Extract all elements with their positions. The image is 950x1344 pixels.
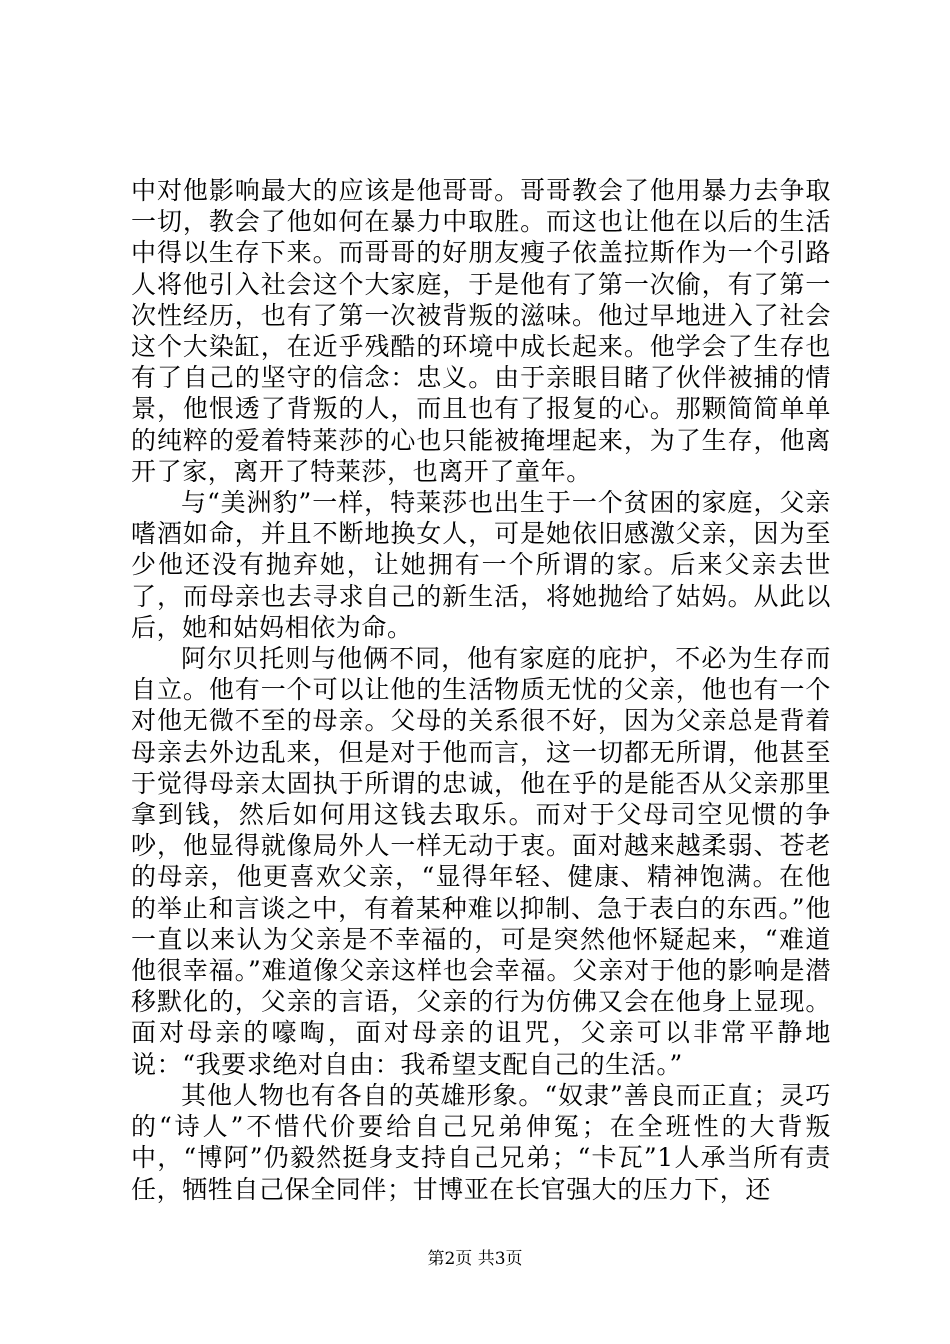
paragraph-teresa: 与“美洲豹”一样，特莱莎也出生于一个贫困的家庭，父亲嗜酒如命，并且不断地换女人，可是她依旧感激父亲，因为至少他还没有抛弃她，让她拥有一个所谓的家。后来父亲去世了，而母亲也去寻求自己的新生活，将她抛给了姑妈。从此以后，她和姑妈相依为命。 [131, 488, 831, 642]
paragraph-other-characters: 其他人物也有各自的英雄形象。“奴隶”善良而正直；灵巧的“诗人”不惜代价要给自己兄弟伸冤；在全班性的大背叛中，“博阿”仍毅然挺身支持自己兄弟；“卡瓦”1人承当所有责任，牺牲自己保全同伴；甘博亚在长官强大的压力下，还 [131, 1080, 831, 1204]
page-footer [0, 1248, 950, 1270]
paragraph-alberto: 阿尔贝托则与他俩不同，他有家庭的庇护，不必为生存而自立。他有一个可以让他的生活物质无忧的父亲，他也有一个对他无微不至的母亲。父母的关系很不好，因为父亲总是背着母亲去外边乱来，但是对于他而言，这一切都无所谓，他甚至于觉得母亲太固执于所谓的忠诚，他在乎的是能否从父亲那里拿到钱，然后如何用这钱去取乐。而对于父母司空见惯的争吵，他显得就像局外人一样无动于衷。面对越来越柔弱、苍老的母亲，他更喜欢父亲，“显得年轻、健康、精神饱满。在他的举止和言谈之中，有着某种难以抑制、急于表白的东西。”他一直以来认为父亲是不幸福的，可是突然他怀疑起来，“难道他很幸福。”难道像父亲这样也会幸福。父亲对于他的影响是潜移默化的，父亲的言语，父亲的行为仿佛又会在他身上显现。面对母亲的嚎啕，面对母亲的诅咒，父亲可以非常平静地说：“我要求绝对自由：我希望支配自己的生活。” [131, 644, 831, 1079]
page-number: 第2页 共3页 [427, 1249, 523, 1269]
paragraph-continuation: 中对他影响最大的应该是他哥哥。哥哥教会了他用暴力去争取一切，教会了他如何在暴力中取胜。而这也让他在以后的生活中得以生存下来。而哥哥的好朋友瘦子依盖拉斯作为一个引路人将他引入社会这个大家庭，于是他有了第一次偷，有了第一次性经历，也有了第一次被背叛的滋味。他过早地进入了社会这个大染缸，在近乎残酷的环境中成长起来。他学会了生存也有了自己的坚守的信念：忠义。由于亲眼目睹了伙伴被捕的情景，他恨透了背叛的人，而且也有了报复的心。那颗简简单单的纯粹的爱着特莱莎的心也只能被掩埋起来，为了生存，他离开了家，离开了特莱莎，也离开了童年。 [131, 176, 831, 486]
body-text [131, 175, 831, 1205]
